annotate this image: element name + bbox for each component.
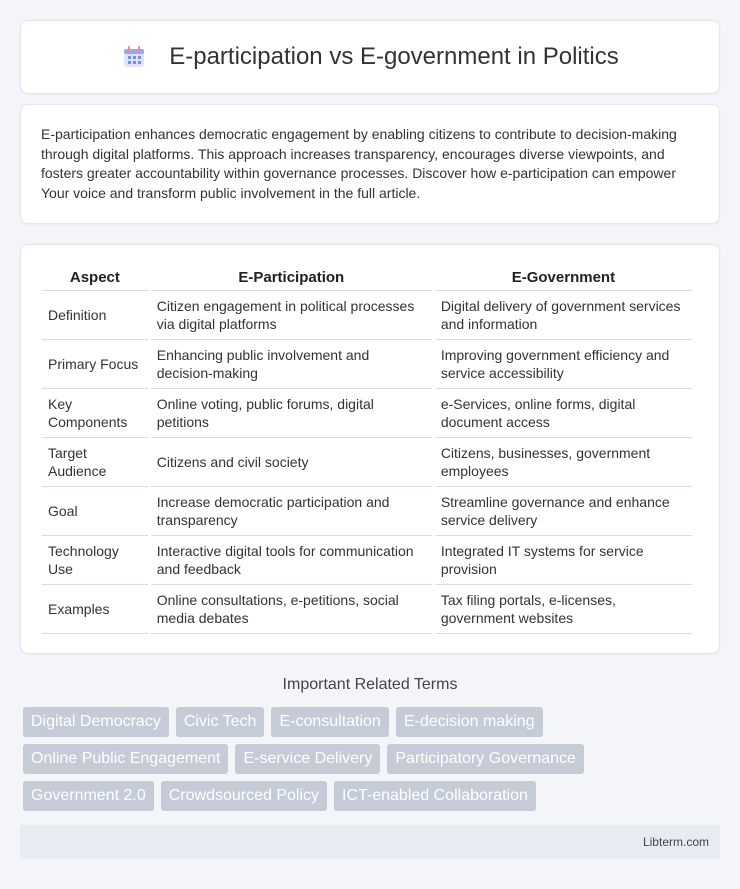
- row-aspect: Examples: [42, 585, 148, 634]
- table-row: [42, 389, 692, 438]
- calendar-icon: [121, 44, 147, 70]
- row-e-government: Citizens, businesses, government employees: [435, 438, 692, 487]
- related-terms-title: Important Related Terms: [282, 676, 458, 693]
- row-e-participation: Citizen engagement in political processes via digital platforms: [151, 291, 432, 340]
- row-e-participation: Enhancing public involvement and decision-making: [151, 340, 432, 389]
- related-term-tag[interactable]: Digital Democracy: [23, 707, 169, 737]
- row-aspect: Goal: [42, 487, 148, 536]
- table-row: [42, 340, 692, 389]
- row-aspect: Definition: [42, 291, 148, 340]
- title-card: [20, 20, 720, 94]
- table-row: [42, 585, 692, 634]
- comparison-table: [39, 265, 695, 634]
- row-e-participation: Online voting, public forums, digital petitions: [151, 389, 432, 438]
- related-term-tag[interactable]: Government 2.0: [23, 781, 154, 811]
- related-term-tag[interactable]: ICT-enabled Collaboration: [334, 781, 536, 811]
- header-e-participation: E-Participation: [151, 265, 432, 291]
- intro-card: [20, 104, 720, 224]
- table-row: [42, 291, 692, 340]
- related-term-tag[interactable]: Participatory Governance: [387, 744, 584, 774]
- row-e-participation: Citizens and civil society: [151, 438, 432, 487]
- row-e-government: Digital delivery of government services and information: [435, 291, 692, 340]
- row-aspect: Technology Use: [42, 536, 148, 585]
- row-e-government: e-Services, online forms, digital document access: [435, 389, 692, 438]
- row-e-participation: Interactive digital tools for communication and feedback: [151, 536, 432, 585]
- row-e-participation: Online consultations, e-petitions, social media debates: [151, 585, 432, 634]
- row-e-government: Tax filing portals, e-licenses, government websites: [435, 585, 692, 634]
- row-aspect: Key Components: [42, 389, 148, 438]
- comparison-table-card: [20, 244, 720, 654]
- table-header-row: [42, 265, 692, 291]
- table-row: [42, 438, 692, 487]
- footer: [20, 825, 720, 859]
- row-e-government: Improving government efficiency and service accessibility: [435, 340, 692, 389]
- header-aspect: Aspect: [42, 265, 148, 291]
- table-row: [42, 487, 692, 536]
- footer-site-link[interactable]: Libterm.com: [642, 835, 709, 849]
- row-e-participation: Increase democratic participation and transparency: [151, 487, 432, 536]
- page-title: E-participation vs E-government in Politics: [169, 43, 619, 70]
- header-e-government: E-Government: [435, 265, 692, 291]
- related-term-tag[interactable]: E-consultation: [271, 707, 388, 737]
- table-row: [42, 536, 692, 585]
- related-term-tag[interactable]: Crowdsourced Policy: [161, 781, 327, 811]
- related-terms-list: [23, 707, 723, 818]
- intro-paragraph: E-participation enhances democratic engagement by enabling citizens to contribute to decision-making through digital platforms. This approach increases transparency, encourages diverse viewpoints, and fosters greater accountability within governance processes. Discover how e-participation can empower Your voice and transform public involvement in the full article.: [41, 126, 677, 201]
- related-term-tag[interactable]: E-service Delivery: [235, 744, 380, 774]
- row-e-government: Integrated IT systems for service provision: [435, 536, 692, 585]
- row-aspect: Primary Focus: [42, 340, 148, 389]
- related-term-tag[interactable]: E-decision making: [396, 707, 543, 737]
- row-aspect: Target Audience: [42, 438, 148, 487]
- related-term-tag[interactable]: Civic Tech: [176, 707, 265, 737]
- row-e-government: Streamline governance and enhance service delivery: [435, 487, 692, 536]
- related-term-tag[interactable]: Online Public Engagement: [23, 744, 228, 774]
